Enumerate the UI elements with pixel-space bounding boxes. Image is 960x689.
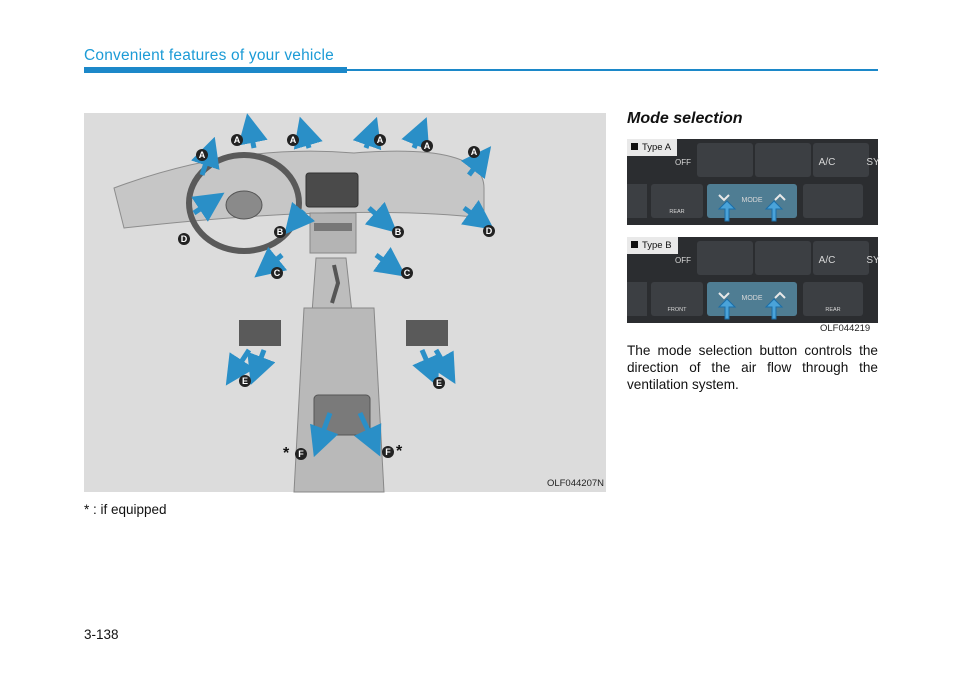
type-b-tag: Type B [627, 237, 678, 254]
figure-code: OLF044207N [546, 478, 604, 489]
footnote: * : if equipped [84, 502, 167, 517]
vent-label-c [401, 267, 413, 279]
center-display [306, 173, 358, 207]
equipped-marker: * [396, 443, 403, 460]
svg-text:C: C [273, 268, 281, 278]
svg-text:E: E [241, 376, 249, 386]
vent-label-c [271, 267, 283, 279]
climate-panel-type-b [627, 237, 878, 323]
svg-text:MODE: MODE [741, 295, 763, 302]
header-accent-bar [84, 67, 347, 73]
svg-text:E: E [435, 378, 443, 388]
vent-label-a [421, 140, 433, 152]
vent-label-a [374, 134, 386, 146]
svg-text:C: C [403, 268, 411, 278]
svg-text:REAR: REAR [669, 209, 685, 215]
svg-text:SY: SY [866, 255, 880, 266]
vent-label-a [468, 146, 480, 158]
svg-text:B: B [394, 227, 402, 237]
svg-text:A: A [470, 147, 478, 157]
svg-text:F: F [298, 449, 304, 459]
vent-label-a [196, 149, 208, 161]
vent-label-a [287, 134, 299, 146]
vent-label-a [231, 134, 243, 146]
svg-text:F: F [385, 447, 391, 457]
equipped-marker: * [283, 445, 290, 462]
svg-text:A: A [376, 135, 384, 145]
svg-text:A: A [233, 135, 241, 145]
floor-vent-left [239, 320, 281, 346]
climate-panel-type-a [627, 139, 878, 225]
section-header-title: Convenient features of your vehicle [84, 47, 334, 64]
dashboard-drawing [84, 113, 606, 492]
panel-figure-code: OLF044219 [820, 323, 871, 334]
svg-text:A/C: A/C [818, 157, 836, 168]
svg-text:B: B [276, 227, 284, 237]
vent-label-e [239, 375, 251, 387]
svg-text:A: A [289, 135, 297, 145]
mode-description: The mode selection button controls the direction of the air flow through the ventilation system. [627, 343, 878, 393]
svg-text:D: D [485, 226, 493, 236]
svg-text:D: D [180, 234, 188, 244]
vent-label-b [274, 226, 286, 238]
vent-label-e [433, 377, 445, 389]
svg-text:OFF: OFF [675, 158, 691, 167]
svg-text:FRONT: FRONT [667, 307, 687, 313]
floor-vent-right [406, 320, 448, 346]
svg-text:A/C: A/C [818, 255, 836, 266]
svg-text:A: A [198, 150, 206, 160]
bullet-square-icon [631, 143, 638, 150]
vent-label-b [392, 226, 404, 238]
svg-text:A: A [423, 141, 431, 151]
page-number: 3-138 [84, 627, 119, 642]
mode-selection-title: Mode selection [627, 110, 743, 127]
vent-label-f [295, 448, 307, 460]
svg-text:MODE: MODE [741, 197, 763, 204]
type-a-tag: Type A [627, 139, 677, 156]
vent-label-d [178, 233, 190, 245]
vent-label-d [483, 225, 495, 237]
svg-text:OFF: OFF [675, 256, 691, 265]
vent-illustration [84, 113, 606, 492]
vent-label-f [382, 446, 394, 458]
bullet-square-icon [631, 241, 638, 248]
header-rule [347, 69, 878, 71]
svg-text:REAR: REAR [825, 307, 841, 313]
svg-text:SY: SY [866, 157, 880, 168]
